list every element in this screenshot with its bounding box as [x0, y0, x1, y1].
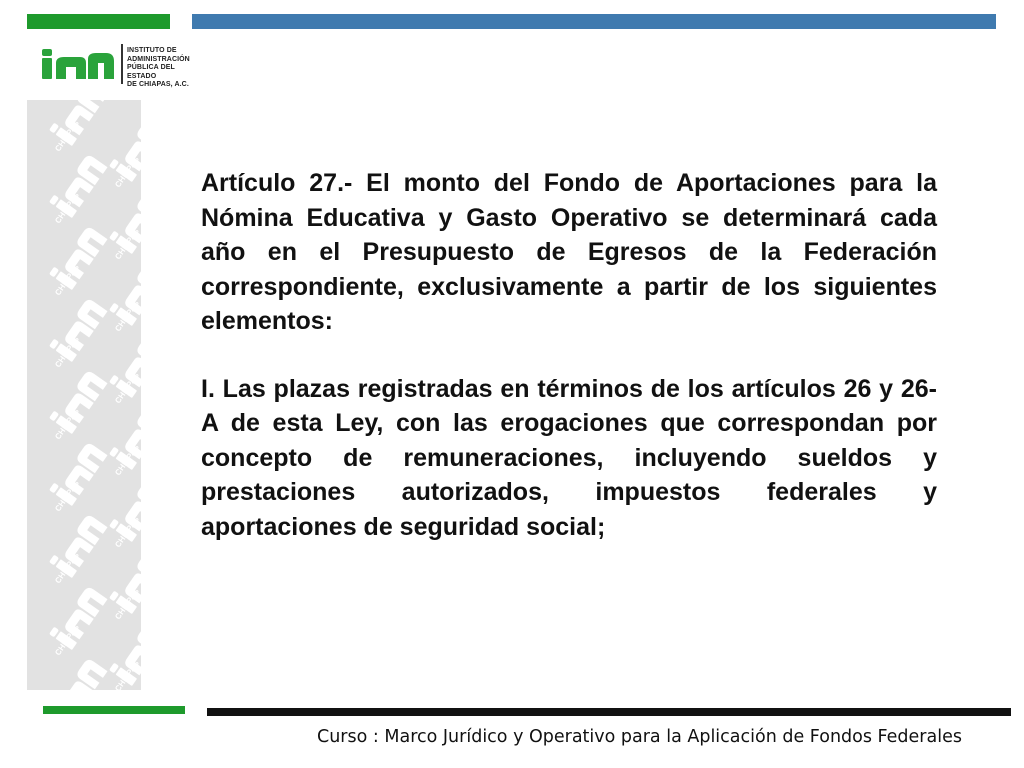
course-name: Marco Jurídico y Operativo para la Aplicación de Fondos Federales — [384, 727, 962, 747]
top-green-bar — [27, 14, 170, 29]
top-blue-bar — [192, 14, 996, 29]
side-watermark-pattern — [27, 100, 141, 766]
svg-text:CHIAPAS: CHIAPAS — [113, 586, 141, 622]
svg-text:CHIAPAS: CHIAPAS — [113, 658, 141, 694]
svg-text:CHIAPAS: CHIAPAS — [53, 334, 81, 370]
course-label: Curso — [317, 727, 368, 747]
svg-text:CHIAPAS: CHIAPAS — [113, 298, 141, 334]
bottom-black-bar — [207, 708, 1011, 716]
institution-name: INSTITUTO DE ADMINISTRACIÓN PÚBLICA DEL ESTADO DE CHIAPAS, A.C. — [127, 47, 190, 88]
course-separator: : — [367, 727, 385, 747]
article-content — [201, 166, 937, 544]
fraction-one-paragraph: I. Las plazas registradas en términos de los artículos 26 y 26-A de esta Ley, con las erogaciones que correspondan por concepto de remuneraciones, incluyendo sueldos y prestaciones autorizados, impuestos federales y aportaciones de seguridad social; — [201, 374, 937, 541]
svg-text:CHIAPAS: CHIAPAS — [53, 262, 81, 298]
course-footer — [317, 727, 997, 747]
bottom-green-bar — [43, 706, 185, 714]
svg-text:CHIAPAS: CHIAPAS — [113, 370, 141, 406]
svg-text:CHIAPAS: CHIAPAS — [53, 550, 81, 586]
article-paragraph: Artículo 27.- El monto del Fondo de Aportaciones para la Nómina Educativa y Gasto Operativo se determinará cada año en el Presupuesto de Egresos de la Federación correspondiente, exclusivamente a partir de los siguientes elementos: — [201, 169, 937, 335]
iap-logo-icon — [40, 47, 116, 81]
svg-text:CHIAPAS: CHIAPAS — [113, 442, 141, 478]
svg-text:CHIAPAS: CHIAPAS — [53, 406, 81, 442]
iap-chiapas-watermark-icon — [27, 100, 141, 766]
svg-text:CHIAPAS: CHIAPAS — [53, 622, 81, 658]
logo-divider — [121, 44, 123, 84]
svg-text:CHIAPAS: CHIAPAS — [53, 190, 81, 226]
svg-text:CHIAPAS: CHIAPAS — [113, 730, 141, 766]
institution-logo — [40, 44, 190, 88]
svg-text:CHIAPAS: CHIAPAS — [53, 478, 81, 514]
svg-text:CHIAPAS: CHIAPAS — [113, 154, 141, 190]
svg-text:CHIAPAS: CHIAPAS — [113, 514, 141, 550]
svg-text:CHIAPAS: CHIAPAS — [113, 226, 141, 262]
svg-text:CHIAPAS: CHIAPAS — [53, 118, 81, 154]
